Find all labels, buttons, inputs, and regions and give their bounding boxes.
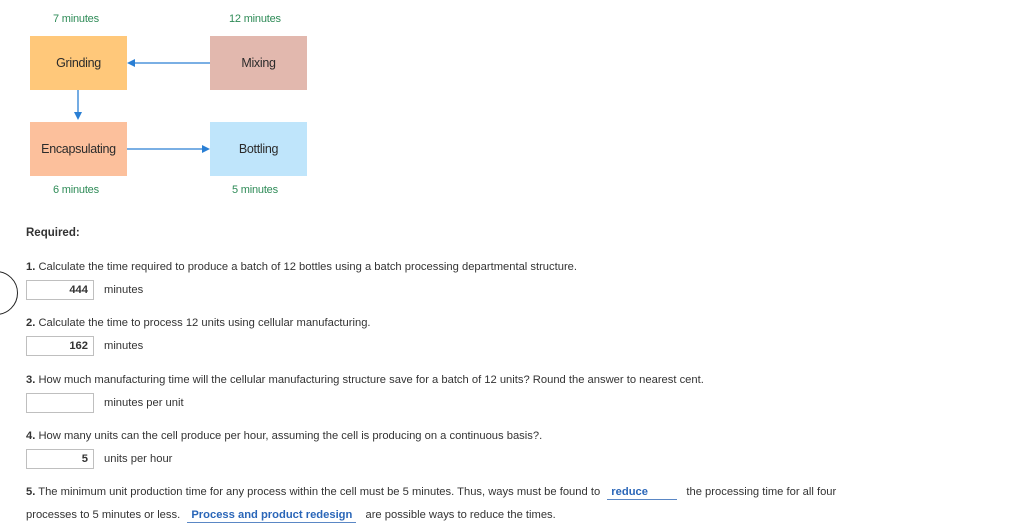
answer-3-unit: minutes per unit: [104, 397, 184, 409]
grinding-label: Grinding: [56, 56, 101, 70]
grinding-box: [30, 36, 127, 90]
mixing-time-label: 12 minutes: [229, 13, 281, 25]
answer-1-unit: minutes: [104, 284, 144, 296]
arrowhead-right-icon: [202, 145, 210, 153]
question-5-number: 5.: [26, 486, 36, 498]
bottling-box: [210, 122, 307, 176]
answer-3-input[interactable]: [26, 393, 94, 413]
diagram-arrows: [0, 0, 340, 210]
process-flow-diagram: [0, 0, 340, 210]
question-5-text-d: are possible ways to reduce the times.: [365, 509, 556, 521]
question-5-text-c: processes to 5 minutes or less.: [26, 509, 181, 521]
answer-2-unit: minutes: [104, 340, 144, 352]
arrowhead-down-icon: [74, 112, 82, 120]
question-4-text: How many units can the cell produce per hour, assuming the cell is producing on a continuous basis?.: [38, 430, 543, 442]
question-5-blank-1-dropdown[interactable]: reduce: [607, 486, 677, 500]
answer-row-1: [26, 280, 143, 300]
answer-4-input[interactable]: 5: [26, 449, 94, 469]
question-2-text: Calculate the time to process 12 units using cellular manufacturing.: [38, 317, 371, 329]
answer-row-2: [26, 336, 143, 356]
answer-row-4: [26, 449, 172, 469]
answer-2-input[interactable]: 162: [26, 336, 94, 356]
question-4-number: 4.: [26, 430, 36, 442]
encapsulating-box: [30, 122, 127, 176]
bottling-time-label: 5 minutes: [232, 184, 278, 196]
bottling-label: Bottling: [238, 142, 279, 156]
question-3-number: 3.: [26, 374, 36, 386]
circle-edge-icon: [0, 271, 18, 315]
question-5-line-1: [26, 486, 836, 500]
encapsulating-label: Encapsulating: [41, 142, 116, 156]
question-3: [26, 374, 704, 386]
question-2: [26, 317, 371, 329]
question-1-text: Calculate the time required to produce a batch of 12 bottles using a batch processing departmental structure.: [38, 261, 578, 273]
encapsulating-time-label: 6 minutes: [53, 184, 99, 196]
question-5-text-b: the processing time for all four: [686, 486, 837, 498]
question-5-text-a: The minimum unit production time for any process within the cell must be 5 minutes. Thus, ways must be found to: [38, 486, 601, 498]
answer-row-3: [26, 393, 184, 413]
question-1: [26, 261, 577, 273]
grinding-time-label: 7 minutes: [53, 13, 99, 25]
question-2-number: 2.: [26, 317, 36, 329]
question-4: [26, 430, 542, 442]
mixing-label: Mixing: [241, 56, 276, 70]
answer-1-input[interactable]: 444: [26, 280, 94, 300]
answer-4-unit: units per hour: [104, 453, 173, 465]
required-heading: Required:: [26, 227, 80, 239]
question-3-text: How much manufacturing time will the cellular manufacturing structure save for a batch of 12 units? Round the answer to nearest cent.: [38, 374, 704, 386]
mixing-box: [210, 36, 307, 90]
arrowhead-left-icon: [127, 59, 135, 67]
question-5-line-2: [26, 509, 556, 523]
question-5-blank-2-dropdown[interactable]: Process and product redesign: [187, 509, 356, 523]
question-1-number: 1.: [26, 261, 36, 273]
